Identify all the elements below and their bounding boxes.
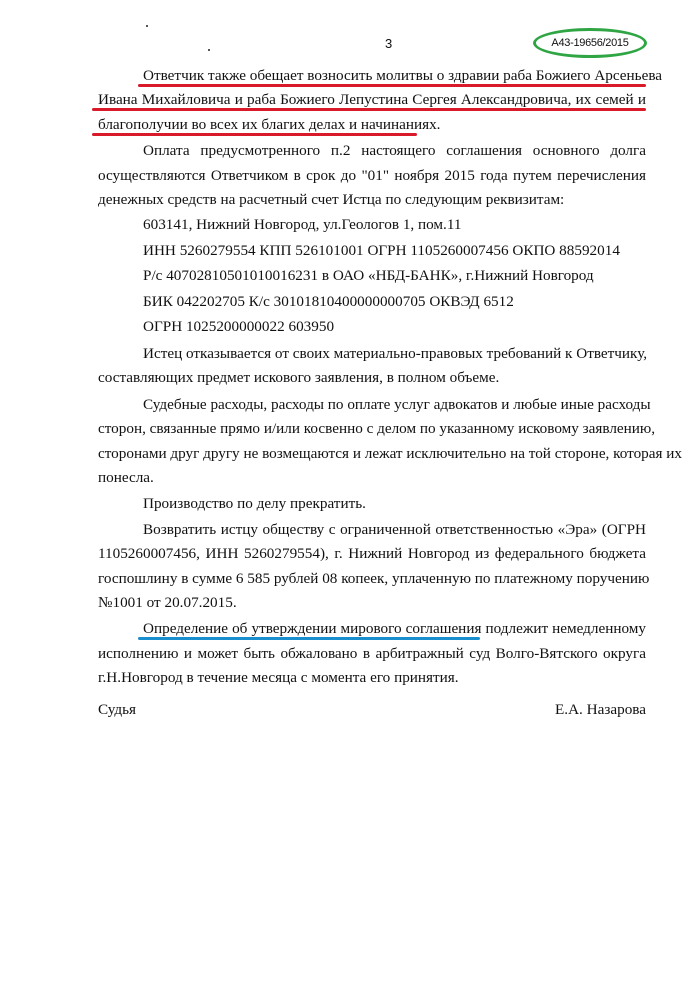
text-line: Производство по делу прекратить. xyxy=(143,495,366,513)
text-line: сторон, связанные прямо и/или косвенно с делом по указанному исковому заявлению, xyxy=(98,420,656,438)
requisite-ogrn: ОГРН 1025200000022 603950 xyxy=(143,318,335,336)
text-line: исполнению и может быть обжаловано в арбитражный суд Волго-Вятского округа xyxy=(98,644,646,662)
text-line: составляющих предмет искового заявления, в полном объеме. xyxy=(98,369,500,387)
red-underline xyxy=(92,133,417,136)
page-number: 3 xyxy=(385,36,393,51)
scan-speck xyxy=(146,25,148,27)
requisite-bik: БИК 042202705 К/с 30101810400000000705 ОКВЭД 6512 xyxy=(143,292,514,310)
document-body xyxy=(98,64,683,691)
signature-name: Е.А. Назарова xyxy=(555,701,646,718)
text-line: сторонами друг другу не возмещаются и лежат исключительно на той стороне, которая их xyxy=(98,444,683,462)
text-line: Ответчик также обещает возносить молитвы о здравии раба Божиего Арсеньева xyxy=(143,67,663,84)
requisite-address: 603141, Нижний Новгород, ул.Геологов 1, пом.11 xyxy=(143,216,462,234)
bank-requisites xyxy=(98,212,646,340)
requisite-account: Р/с 40702810501010016231 в ОАО «НБД-БАНК», г.Нижний Новгород xyxy=(143,267,594,285)
paragraph-payment xyxy=(98,139,646,212)
paragraph-waiver xyxy=(98,342,646,391)
text-line: понесла. xyxy=(98,468,154,486)
scan-speck xyxy=(208,49,210,51)
text-line: №1001 от 20.07.2015. xyxy=(98,594,237,611)
paragraph-refund xyxy=(98,518,650,616)
requisite-inn-kpp: ИНН 5260279554 КПП 526101001 ОГРН 1105260007456 ОКПО 88592014 xyxy=(143,241,620,259)
text-line: Судебные расходы, расходы по оплате услуг адвокатов и любые иные расходы xyxy=(143,395,651,413)
text-line: Возвратить истцу обществу с ограниченной ответственностью «Эра» (ОГРН xyxy=(143,520,646,538)
text-line: Оплата предусмотренного п.2 настоящего соглашения основного долга xyxy=(143,142,646,160)
paragraph-terminate xyxy=(98,492,646,516)
case-number-circled xyxy=(533,28,647,58)
ruling-rest-text: подлежит немедленному xyxy=(481,620,646,638)
text-line: г.Н.Новгород в течение месяца с момента его принятия. xyxy=(98,669,459,687)
text-line: 1105260007456, ИНН 5260279554), г. Нижний Новгород из федерального бюджета xyxy=(98,545,646,563)
paragraph-ruling xyxy=(98,617,646,690)
blue-underline xyxy=(138,637,480,640)
paragraph-costs xyxy=(98,393,683,491)
text-line: госпошлину в сумме 6 585 рублей 08 копеек, уплаченную по платежному поручению xyxy=(98,569,650,587)
red-underline xyxy=(138,84,646,87)
red-underline xyxy=(92,108,646,111)
text-line: благополучии во всех их благих делах и начинаниях. xyxy=(98,115,441,133)
text-line: Истец отказывается от своих материально-правовых требований к Ответчику, xyxy=(143,344,648,362)
text-line: денежных средств на расчетный счет Истца по следующим реквизитам: xyxy=(98,191,565,209)
ruling-underlined-text: Определение об утверждении мирового соглашения xyxy=(143,620,482,638)
paragraph-prayer xyxy=(98,64,663,137)
signature-title: Судья xyxy=(98,701,137,718)
text-line: Ивана Михайловича и раба Божиего Лепустина Сергея Александровича, их семей и xyxy=(98,91,646,109)
case-number: А43-19656/2015 xyxy=(551,37,629,49)
text-line: осуществляются Ответчиком в срок до "01" ноября 2015 года путем перечисления xyxy=(98,166,646,184)
